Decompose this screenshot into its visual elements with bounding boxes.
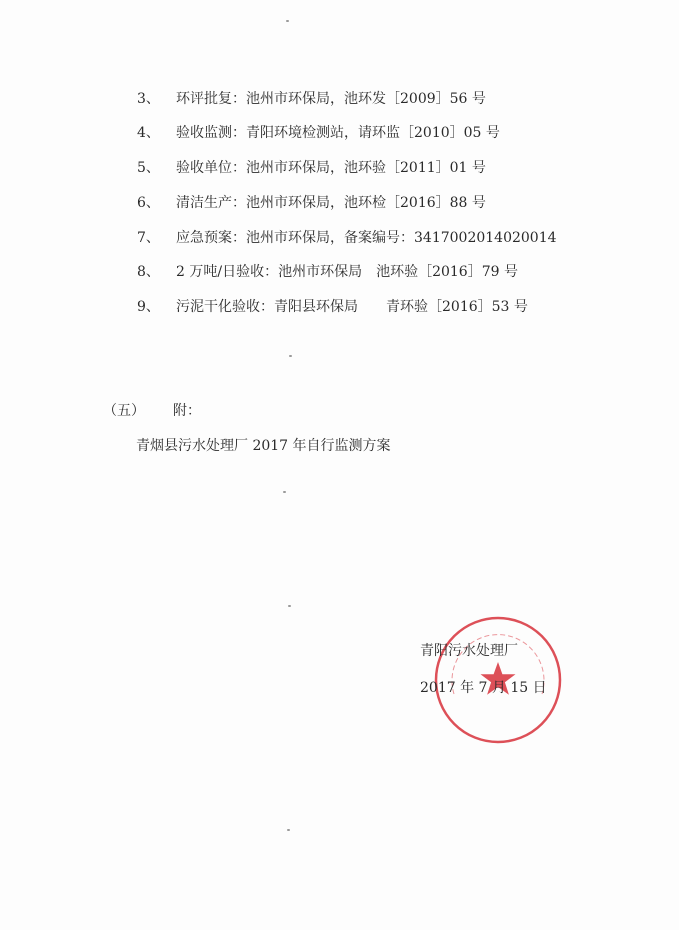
scan-speck xyxy=(287,829,290,831)
list-item-number: 7、 xyxy=(137,230,160,246)
list-item-number: 9、 xyxy=(137,299,160,315)
list-item-number: 3、 xyxy=(137,91,160,107)
signature-date: 2017 年 7 月 15 日 xyxy=(420,680,547,696)
list-item-text: 验收单位：池州市环保局，池环验［2011］01 号 xyxy=(176,160,486,176)
list-item-number: 6、 xyxy=(137,195,160,211)
list-item-text: 污泥干化验收：青阳县环保局 青环验［2016］53 号 xyxy=(176,299,528,315)
section-label: （五） xyxy=(103,403,145,419)
list-item-text: 应急预案：池州市环保局，备案编号：3417002014020014 xyxy=(176,230,557,246)
list-item-text: 环评批复：池州市环保局，池环发［2009］56 号 xyxy=(176,91,486,107)
list-item-text: 清洁生产：池州市环保局，池环检［2016］88 号 xyxy=(176,195,486,211)
scan-speck xyxy=(289,355,292,357)
list-item-number: 8、 xyxy=(137,264,160,280)
attachment-title: 青烟县污水处理厂 2017 年自行监测方案 xyxy=(136,438,391,454)
list-item-text: 2 万吨/日验收：池州市环保局 池环验［2016］79 号 xyxy=(176,264,518,280)
scan-speck xyxy=(288,605,291,607)
list-item-text: 验收监测：青阳环境检测站，请环监［2010］05 号 xyxy=(176,125,500,141)
list-item-number: 4、 xyxy=(137,125,160,141)
scan-speck xyxy=(283,491,286,493)
signature-organization: 青阳污水处理厂 xyxy=(420,643,518,659)
section-text: 附： xyxy=(173,403,201,419)
section-heading xyxy=(103,400,201,422)
scan-speck xyxy=(286,20,289,22)
list-item-number: 5、 xyxy=(137,160,160,176)
